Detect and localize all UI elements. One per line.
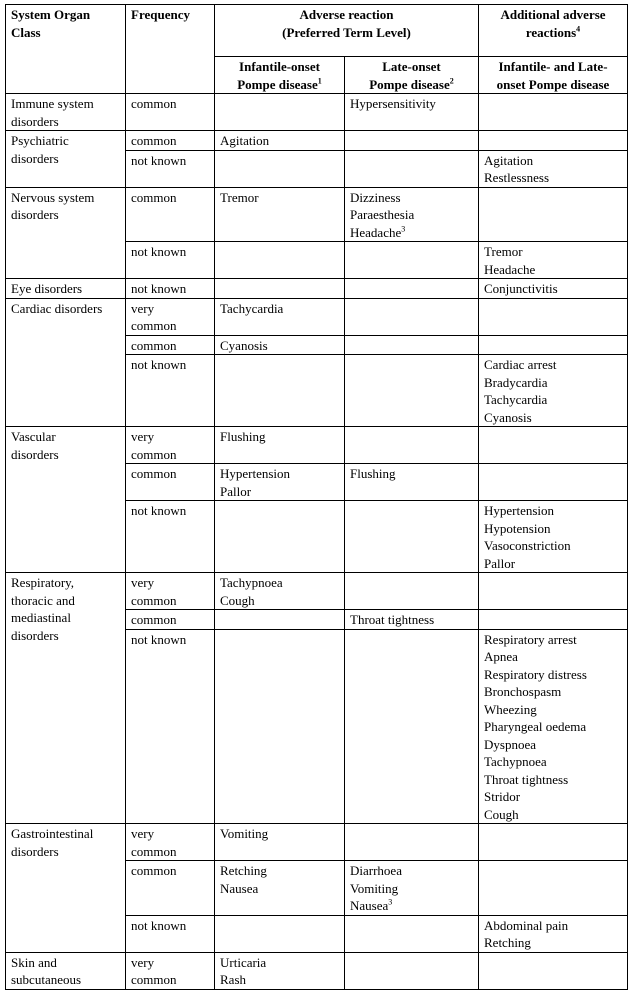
adverse-reaction-term: Pharyngeal oedema [484,719,587,734]
late-onset-cell [345,861,479,916]
late-onset-cell [345,427,479,464]
late-onset-cell [345,335,479,355]
system-organ-class-text: Respiratory, [11,575,75,590]
frequency-text: not known [131,152,187,168]
system-organ-class-text: disorders [11,627,59,643]
additional-reactions-cell [479,242,628,279]
additional-reactions-cell [479,861,628,916]
table-row [6,94,628,131]
adverse-reaction-term: Tremor [484,244,523,259]
frequency-cell [126,861,215,916]
adverse-reaction-term: Vomiting [350,880,399,896]
adverse-reaction-term: Dizziness [350,189,401,205]
adverse-reaction-term: Cardiac arrest [484,357,557,372]
late-onset-cell [345,94,479,131]
system-organ-class-text: Vascular [11,429,56,444]
infantile-onset-cell [215,915,345,952]
system-organ-class-text: thoracic and [11,592,75,608]
header-row-1 [6,5,628,57]
adverse-reaction-term: Respiratory arrest [484,631,577,647]
system-organ-class-cell [6,279,126,299]
system-organ-class-text: mediastinal [11,610,71,625]
late-onset-cell [345,298,479,335]
system-organ-class-text: disorders [11,207,59,222]
late-onset-cell [345,629,479,824]
table-row [6,298,628,335]
late-onset-cell [345,131,479,151]
adverse-reaction-term: Rash [220,972,246,987]
additional-reactions-cell [479,355,628,427]
additional-reactions-cell [479,573,628,610]
additional-reactions-cell [479,150,628,187]
infantile-onset-cell [215,150,345,187]
adverse-reaction-term: Hypersensitivity [350,96,436,111]
adverse-reaction-term: Tachypnoea [484,754,547,769]
frequency-cell [126,629,215,824]
adverse-reaction-term: Vomiting [220,826,269,841]
system-organ-class-text: disorders [11,446,59,462]
adverse-reaction-term: Headache [484,261,536,277]
adverse-reaction-term: Agitation [484,152,534,168]
adverse-reaction-term: Pallor [484,555,516,571]
frequency-text: common [131,592,177,608]
adverse-reaction-term: Conjunctivitis [484,281,558,296]
frequency-cell [126,94,215,131]
adverse-reaction-term: Throat tightness [484,771,569,787]
system-organ-class-cell [6,573,126,824]
late-onset-cell [345,464,479,501]
frequency-text: very [131,429,155,444]
additional-reactions-cell [479,298,628,335]
frequency-text: not known [131,357,187,372]
infantile-onset-cell [215,279,345,299]
header-additional-adverse-reactions: Additional adverse reactions$^4$ [479,5,628,57]
table-body [6,94,628,990]
late-onset-cell [345,242,479,279]
adverse-reaction-term: Hypertension [484,503,555,518]
adverse-reaction-term: Restlessness [484,170,549,185]
adverse-reaction-term: Apnea [484,649,518,664]
frequency-cell [126,915,215,952]
frequency-text: common [131,972,177,987]
frequency-text: very [131,954,155,970]
infantile-onset-cell [215,298,345,335]
additional-reactions-cell [479,501,628,573]
adverse-reaction-term: Bronchospasm [484,684,562,699]
adverse-reaction-term: Cyanosis [484,409,532,425]
additional-reactions-cell [479,335,628,355]
system-organ-class-text: disorders [11,843,59,859]
adverse-reaction-term: Paraesthesia [350,207,415,222]
adverse-reaction-term: Nausea [220,880,259,896]
system-organ-class-text: Nervous system [11,189,95,205]
additional-reactions-cell [479,610,628,630]
system-organ-class-cell [6,131,126,188]
infantile-onset-cell [215,187,345,242]
frequency-text: common [131,612,177,627]
additional-reactions-cell [479,824,628,861]
adverse-reaction-term: Cough [220,592,255,608]
late-onset-cell [345,501,479,573]
late-onset-cell [345,279,479,299]
system-organ-class-cell [6,824,126,953]
adverse-reaction-term: Cyanosis [220,337,268,353]
adverse-reaction-term: Flushing [350,466,396,481]
adverse-reaction-term: Tremor [220,189,259,205]
system-organ-class-text: subcutaneous [11,972,82,987]
frequency-cell [126,187,215,242]
late-onset-cell [345,187,479,242]
adverse-reaction-term: Agitation [220,133,270,148]
infantile-onset-cell [215,335,345,355]
late-onset-cell [345,150,479,187]
frequency-text: not known [131,631,187,647]
additional-reactions-cell [479,464,628,501]
header-infantile-and-late-onset: Infantile- and Late- onset Pompe disease [479,57,628,94]
system-organ-class-cell [6,187,126,279]
additional-reactions-cell [479,427,628,464]
frequency-text: common [131,133,177,148]
frequency-cell [126,355,215,427]
frequency-text: not known [131,281,187,296]
frequency-cell [126,573,215,610]
frequency-cell [126,610,215,630]
adverse-reactions-table [5,4,628,990]
table-row [6,131,628,151]
frequency-cell [126,464,215,501]
frequency-cell [126,150,215,187]
frequency-text: not known [131,244,187,259]
infantile-onset-cell [215,427,345,464]
infantile-onset-cell [215,824,345,861]
system-organ-class-cell [6,427,126,573]
frequency-text: common [131,189,177,205]
header-late-onset: Late-onset Pompe disease$^2$ [345,57,479,94]
frequency-cell [126,131,215,151]
adverse-reaction-term: Vasoconstriction [484,538,571,553]
frequency-cell [126,298,215,335]
adverse-reaction-term: Flushing [220,429,266,444]
late-onset-cell [345,573,479,610]
infantile-onset-cell [215,610,345,630]
additional-reactions-cell [479,187,628,242]
additional-reactions-cell [479,279,628,299]
additional-reactions-cell [479,94,628,131]
table-row [6,573,628,610]
frequency-text: common [131,96,177,111]
frequency-text: common [131,318,177,333]
infantile-onset-cell [215,861,345,916]
adverse-reaction-term: Bradycardia [484,374,548,390]
adverse-reaction-term: Hypertension [220,466,291,481]
adverse-reaction-term: Abdominal pain [484,917,569,933]
frequency-text: common [131,446,177,462]
frequency-text: very [131,826,155,841]
adverse-reaction-term: Tachypnoea [220,575,283,590]
frequency-cell [126,427,215,464]
header-adverse-reaction: Adverse reaction (Preferred Term Level) [215,5,479,57]
frequency-text: not known [131,503,187,518]
header-infantile-onset: Infantile-onset Pompe disease$^1$ [215,57,345,94]
infantile-onset-cell [215,629,345,824]
system-organ-class-text: Cardiac disorders [11,300,103,316]
frequency-text: not known [131,917,187,933]
adverse-reaction-term: Dyspnoea [484,736,536,752]
system-organ-class-text: Psychiatric [11,133,69,148]
adverse-reaction-term: Tachycardia [484,392,548,407]
frequency-text: very [131,575,155,590]
system-organ-class-text: disorders [11,150,59,166]
infantile-onset-cell [215,242,345,279]
system-organ-class-text: disorders [11,113,59,129]
infantile-onset-cell [215,94,345,131]
adverse-reaction-term: Nausea$^3$ [350,897,393,913]
adverse-reaction-term: Respiratory distress [484,666,587,682]
adverse-reaction-term: Wheezing [484,701,537,717]
frequency-text: common [131,863,177,878]
infantile-onset-cell [215,464,345,501]
frequency-cell [126,824,215,861]
adverse-reaction-term: Retching [484,935,531,950]
frequency-cell [126,242,215,279]
additional-reactions-cell [479,915,628,952]
frequency-cell [126,501,215,573]
additional-reactions-cell [479,629,628,824]
frequency-text: common [131,843,177,859]
frequency-text: very [131,300,155,316]
adverse-reaction-term: Throat tightness [350,612,435,627]
system-organ-class-text: Skin and [11,954,57,970]
adverse-reaction-term: Cough [484,806,519,822]
system-organ-class-text: Eye disorders [11,281,83,296]
table-row [6,279,628,299]
adverse-reaction-term: Urticaria [220,954,267,970]
infantile-onset-cell [215,131,345,151]
header-system-organ-class: System Organ Class [6,5,126,94]
infantile-onset-cell [215,355,345,427]
late-onset-cell [345,824,479,861]
adverse-reaction-term: Retching [220,863,267,878]
system-organ-class-cell [6,298,126,427]
frequency-text: common [131,466,177,481]
additional-reactions-cell [479,131,628,151]
adverse-reaction-term: Hypotension [484,520,551,536]
adverse-reaction-term: Diarrhoea [350,863,402,878]
late-onset-cell [345,610,479,630]
frequency-cell [126,279,215,299]
adverse-reaction-term: Tachycardia [220,300,284,316]
table-row [6,427,628,464]
late-onset-cell [345,915,479,952]
header-frequency: Frequency [126,5,215,94]
system-organ-class-text: Immune system [11,96,94,111]
adverse-reaction-term: Headache$^3$ [350,224,406,240]
infantile-onset-cell [215,573,345,610]
system-organ-class-text: Gastrointestinal [11,826,94,841]
frequency-cell [126,335,215,355]
frequency-text: common [131,337,177,353]
adverse-reaction-term: Stridor [484,789,521,804]
system-organ-class-cell [6,94,126,131]
table-row [6,824,628,861]
table-row [6,187,628,242]
adverse-reaction-term: Pallor [220,483,252,499]
late-onset-cell [345,355,479,427]
infantile-onset-cell [215,501,345,573]
